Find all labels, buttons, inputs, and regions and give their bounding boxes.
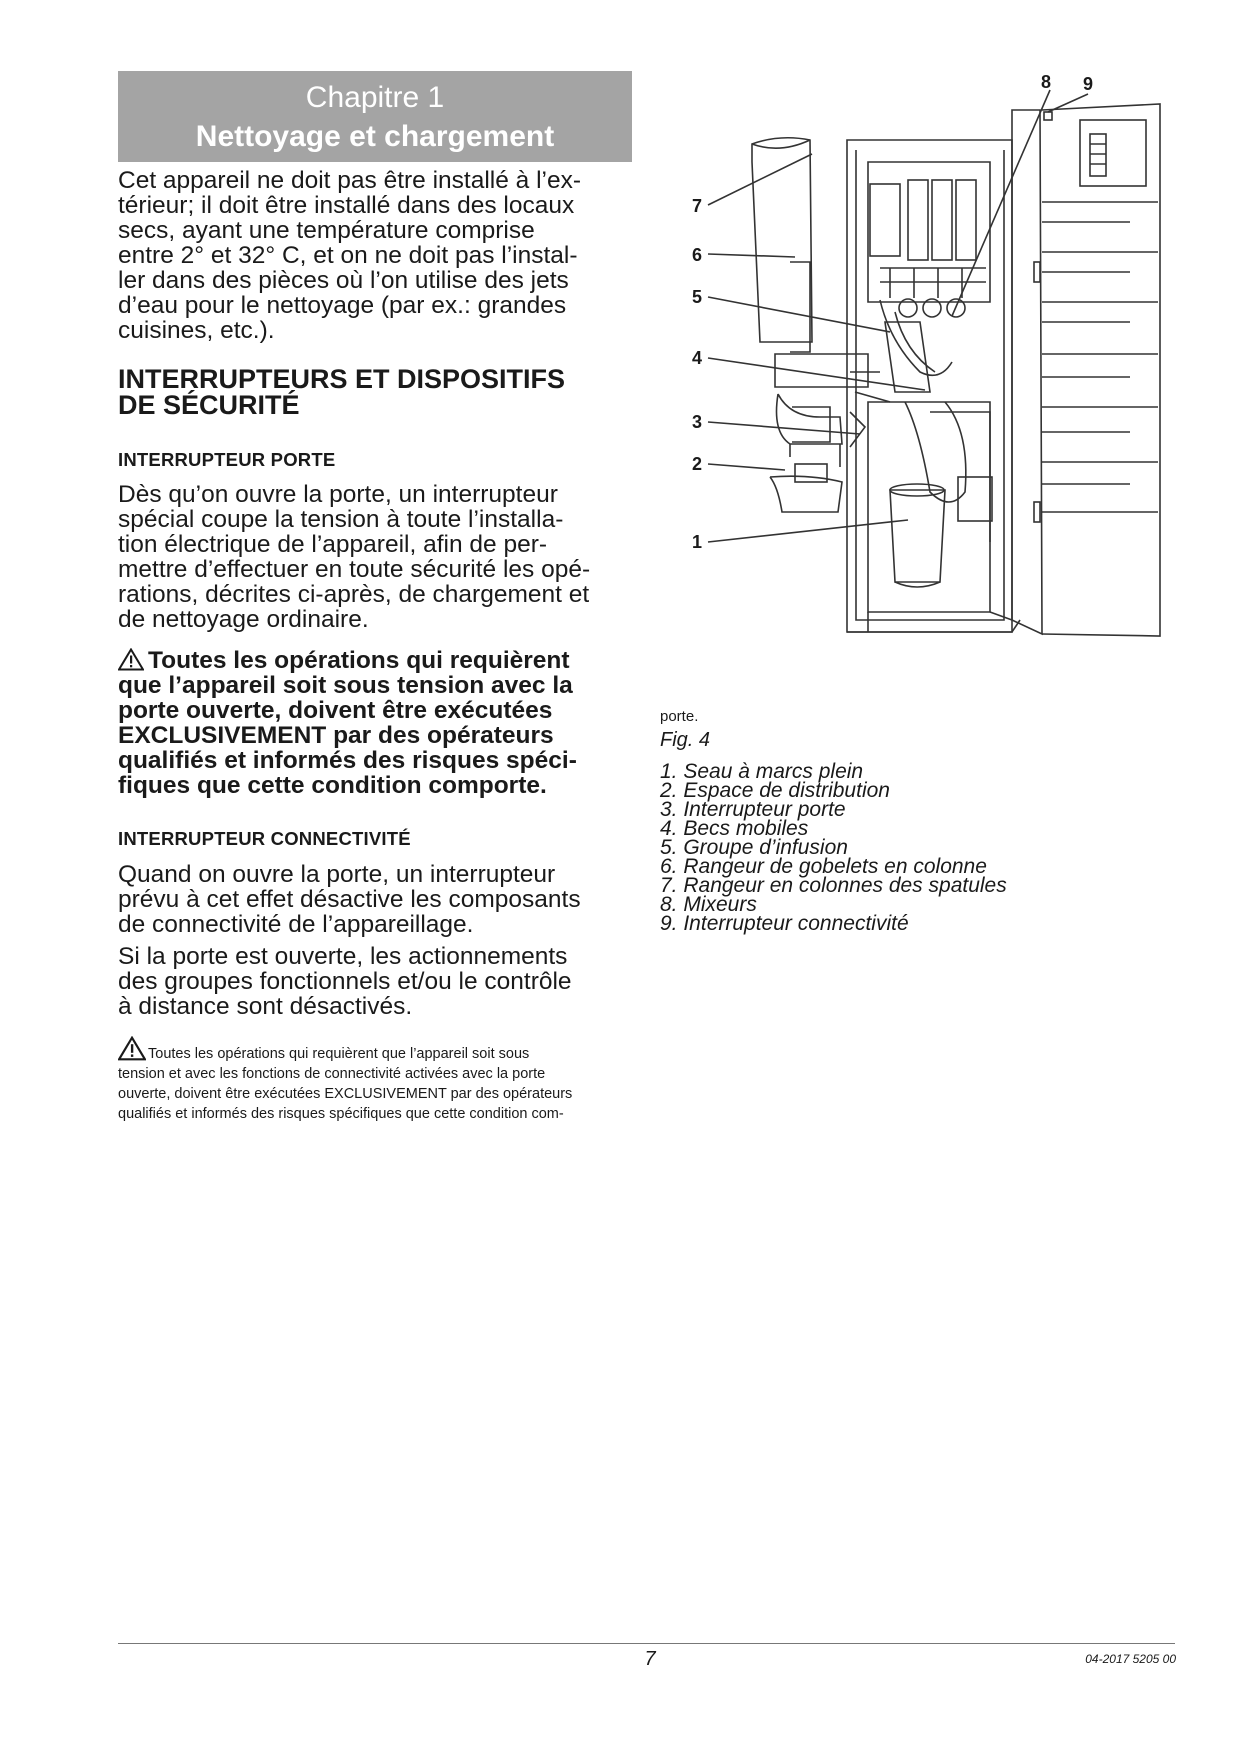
- chapter-header: [118, 71, 632, 162]
- connectivity-warning: [118, 1036, 648, 1124]
- warning-line: EXCLUSIVEMENT par des opérateurs: [118, 722, 554, 749]
- section-title: [118, 366, 638, 418]
- intro-line: entre 2° et 32° C, et on ne doit pas l’instal-: [118, 242, 578, 269]
- door-switch-line: spécial coupe la tension à toute l’installa-: [118, 506, 564, 533]
- legend-item: 4. Becs mobiles: [660, 817, 809, 840]
- intro-line: térieur; il doit être installé dans des locaux: [118, 192, 575, 219]
- legend-item: 8. Mixeurs: [660, 893, 757, 916]
- chapter-number: Chapitre 1: [305, 81, 445, 114]
- figure-callout-4: 4: [692, 348, 703, 368]
- warning-line: ouverte, doivent être exécutées EXCLUSIVEMENT par des opérateurs: [118, 1086, 573, 1102]
- figure-callout-7: 7: [692, 196, 703, 216]
- connectivity-line: Si la porte est ouverte, les actionnements: [118, 943, 568, 970]
- intro-line: ler dans des pièces où l’on utilise des jets: [118, 267, 569, 294]
- connectivity-line: prévu à cet effet désactive les composants: [118, 886, 581, 913]
- vending-machine-figure: [690, 72, 1170, 642]
- connectivity-switch-heading: INTERRUPTEUR CONNECTIVITÉ: [118, 828, 411, 849]
- door-switch-line: tion électrique de l’appareil, afin de per-: [118, 531, 548, 558]
- warning-line: porte ouverte, doivent être exécutées: [118, 697, 553, 724]
- door-switch-line: de nettoyage ordinaire.: [118, 606, 369, 633]
- section-title-line: DE SÉCURITÉ: [118, 390, 300, 420]
- door-switch-line: mettre d’effectuer en toute sécurité les opé-: [118, 556, 591, 583]
- warning-line: Toutes les opérations qui requièrent que l’appareil soit sous: [148, 1046, 530, 1062]
- figure-label: Fig. 4: [660, 729, 711, 751]
- chapter-title: Nettoyage et chargement: [195, 120, 555, 153]
- footer-divider: [118, 1643, 1175, 1644]
- warning-line: tension et avec les fonctions de connectivité activées avec la porte: [118, 1066, 546, 1082]
- legend-item: 5. Groupe d’infusion: [660, 836, 848, 859]
- intro-line: cuisines, etc.).: [118, 317, 275, 344]
- warning-icon: [118, 648, 144, 671]
- legend-item: 2. Espace de distribution: [660, 779, 890, 802]
- vending-machine-illustration: [690, 72, 1170, 642]
- page-number: 7: [644, 1648, 656, 1670]
- legend-item: 6. Rangeur de gobelets en colonne: [660, 855, 987, 878]
- figure-callout-5: 5: [692, 287, 703, 307]
- connectivity-paragraph-1: [118, 862, 638, 937]
- figure-callout-2: 2: [692, 454, 703, 474]
- legend-item: 9. Interrupteur connectivité: [660, 912, 909, 935]
- door-switch-warning: [118, 648, 638, 798]
- door-switch-paragraph: [118, 482, 638, 632]
- warning-line: que l’appareil soit sous tension avec la: [118, 672, 573, 699]
- figure-callout-6: 6: [692, 245, 703, 265]
- intro-line: secs, ayant une température comprise: [118, 217, 535, 244]
- warning-line: fiques que cette condition comporte.: [118, 772, 547, 799]
- intro-line: d’eau pour le nettoyage (par ex.: grandes: [118, 292, 567, 319]
- figure-legend: [660, 762, 1180, 933]
- legend-item: 7. Rangeur en colonnes des spatules: [660, 874, 1007, 897]
- door-switch-heading: INTERRUPTEUR PORTE: [118, 449, 336, 470]
- connectivity-line: Quand on ouvre la porte, un interrupteur: [118, 861, 556, 888]
- warning-line: qualifiés et informés des risques spéci-: [118, 747, 577, 774]
- connectivity-line: des groupes fonctionnels et/ou le contrôle: [118, 968, 572, 995]
- legend-item: 1. Seau à marcs plein: [660, 760, 864, 783]
- door-switch-line: rations, décrites ci-après, de chargement et: [118, 581, 590, 608]
- document-code: 04-2017 5205 00: [1085, 1652, 1176, 1666]
- door-switch-line: Dès qu’on ouvre la porte, un interrupteur: [118, 481, 558, 508]
- figure-callout-8: 8: [1041, 72, 1052, 92]
- intro-line: Cet appareil ne doit pas être installé à l’ex-: [118, 167, 582, 194]
- warning-line: Toutes les opérations qui requièrent: [148, 647, 570, 674]
- figure-callout-1: 1: [692, 532, 703, 552]
- figure-continuation-text: porte.: [660, 708, 699, 725]
- section-title-line: INTERRUPTEURS ET DISPOSITIFS: [118, 364, 566, 394]
- figure-callout-9: 9: [1083, 74, 1094, 94]
- warning-line: qualifiés et informés des risques spécifiques que cette condition com-: [118, 1106, 564, 1122]
- connectivity-line: de connectivité de l’appareillage.: [118, 911, 474, 938]
- legend-item: 3. Interrupteur porte: [660, 798, 846, 821]
- figure-callout-3: 3: [692, 412, 703, 432]
- connectivity-line: à distance sont désactivés.: [118, 993, 413, 1020]
- connectivity-paragraph-2: [118, 944, 638, 1019]
- warning-icon: [118, 1036, 146, 1061]
- intro-paragraph: [118, 168, 638, 343]
